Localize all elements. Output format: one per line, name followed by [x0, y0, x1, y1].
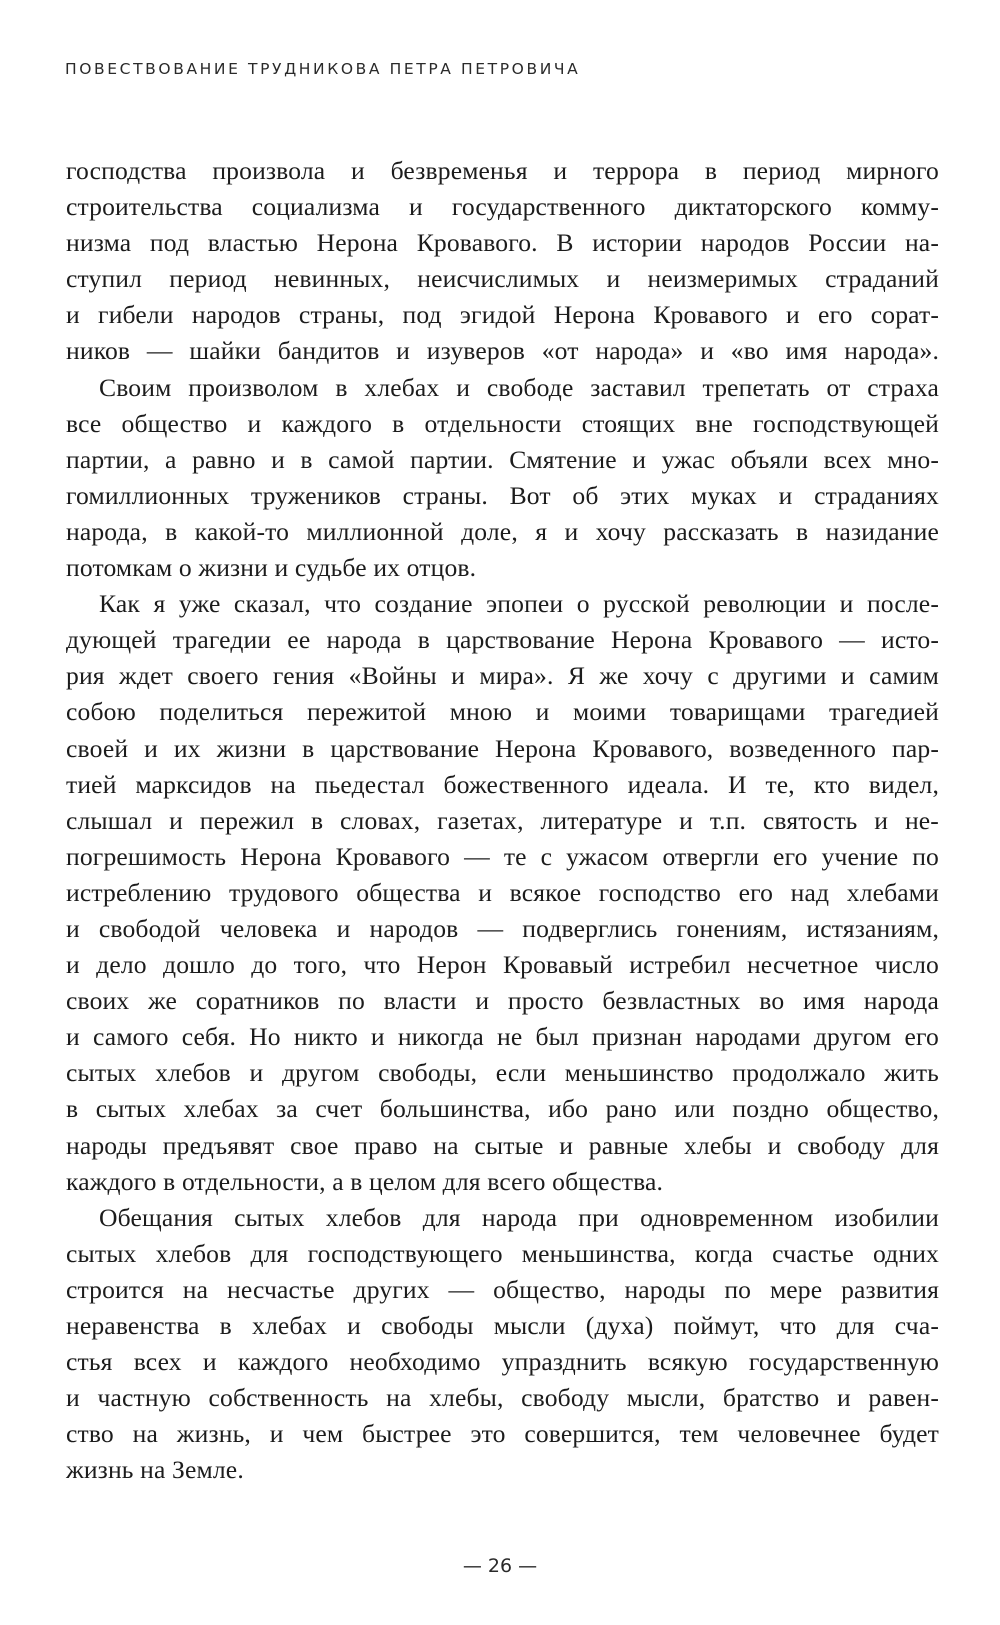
paragraph-2 — [66, 370, 939, 587]
paragraph-1 — [66, 153, 939, 370]
text-line: каждого в отдельности, а в целом для всего общества. — [66, 1166, 664, 1196]
text-line: низма под властью Нерона Кровавого. В истории народов России на- — [66, 228, 939, 258]
running-head: ПОВЕСТВОВАНИЕ ТРУДНИКОВА ПЕТРА ПЕТРОВИЧА — [65, 60, 581, 78]
text-line: стья всех и каждого необходимо упразднить всякую государственную — [66, 1347, 939, 1377]
text-line: господства произвола и безвременья и террора в период мирного — [66, 156, 939, 185]
text-line: собою поделиться пережитой мною и моими товарищами трагедией — [66, 697, 939, 727]
paragraph-3 — [66, 586, 939, 1200]
text-line: ство на жизнь, и чем быстрее это совершится, тем человечнее будет — [66, 1419, 939, 1449]
text-line: тией марксидов на пьедестал божественного идеала. И те, кто видел, — [66, 769, 939, 799]
text-line: все общество и каждого в отдельности стоящих вне господствующей — [66, 408, 939, 438]
text-line: и самого себя. Но никто и никогда не был признан народами другом его — [66, 1022, 939, 1052]
text-line: гомиллионных тружеников страны. Вот об этих муках и страданиях — [66, 480, 939, 510]
text-line: Обещания сытых хлебов для народа при одновременном изобилии — [99, 1202, 939, 1232]
text-line: Как я уже сказал, что создание эпопеи о русской революции и после- — [99, 589, 939, 619]
text-line: и гибели народов страны, под эгидой Нерона Кровавого и его сорат- — [66, 300, 939, 330]
text-line: слышал и пережил в словах, газетах, литературе и т.п. святость и не- — [66, 805, 939, 835]
text-line: народы предъявят свое право на сытые и равные хлебы и свободу для — [66, 1130, 939, 1160]
text-line: ников — шайки бандитов и изуверов «от народа» и «во имя народа». — [66, 336, 939, 366]
text-line: погрешимость Нерона Кровавого — те с ужасом отвергли его учение по — [66, 841, 939, 871]
text-line: и дело дошло до того, что Нерон Кровавый истребил несчетное число — [66, 950, 939, 980]
text-line: и свободой человека и народов — подверглись гонениям, истязаниям, — [66, 913, 939, 943]
text-line: своих же соратников по власти и просто безвластных во имя народа — [66, 986, 939, 1016]
text-line: жизнь на Земле. — [66, 1455, 244, 1485]
text-line: рия ждет своего гения «Войны и мира». Я же хочу с другими и самим — [66, 661, 939, 691]
text-line: дующей трагедии ее народа в царствование Нерона Кровавого — исто- — [66, 625, 939, 655]
text-line: ступил период невинных, неисчислимых и неизмеримых страданий — [66, 264, 939, 294]
paragraph-4 — [66, 1200, 939, 1489]
page-number: — 26 — — [462, 1555, 538, 1577]
text-line: истреблению трудового общества и всякое господство его над хлебами — [66, 877, 939, 907]
text-line: партии, а равно и в самой партии. Смятение и ужас объяли всех мно- — [66, 444, 939, 474]
text-line: сытых хлебов для господствующего меньшинства, когда счастье одних — [66, 1238, 939, 1268]
text-line: и частную собственность на хлебы, свободу мысли, братство и равен- — [66, 1383, 939, 1413]
text-line: своей и их жизни в царствование Нерона Кровавого, возведенного пар- — [66, 733, 939, 763]
text-line: Своим произволом в хлебах и свободе заставил трепетать от страха — [99, 372, 939, 402]
text-line: потомкам о жизни и судьбе их отцов. — [66, 553, 477, 583]
text-line: строительства социализма и государственного диктаторского комму- — [66, 192, 939, 222]
body-text — [66, 153, 939, 1488]
text-line: народа, в какой-то миллионной доле, я и хочу рассказать в назидание — [66, 516, 939, 546]
text-line: в сытых хлебах за счет большинства, ибо рано или поздно общество, — [66, 1094, 939, 1124]
text-line: строится на несчастье других — общество, народы по мере развития — [66, 1274, 939, 1304]
text-line: сытых хлебов и другом свободы, если меньшинство продолжало жить — [66, 1058, 939, 1088]
text-line: неравенства в хлебах и свободы мысли (духа) поймут, что для сча- — [66, 1311, 939, 1340]
